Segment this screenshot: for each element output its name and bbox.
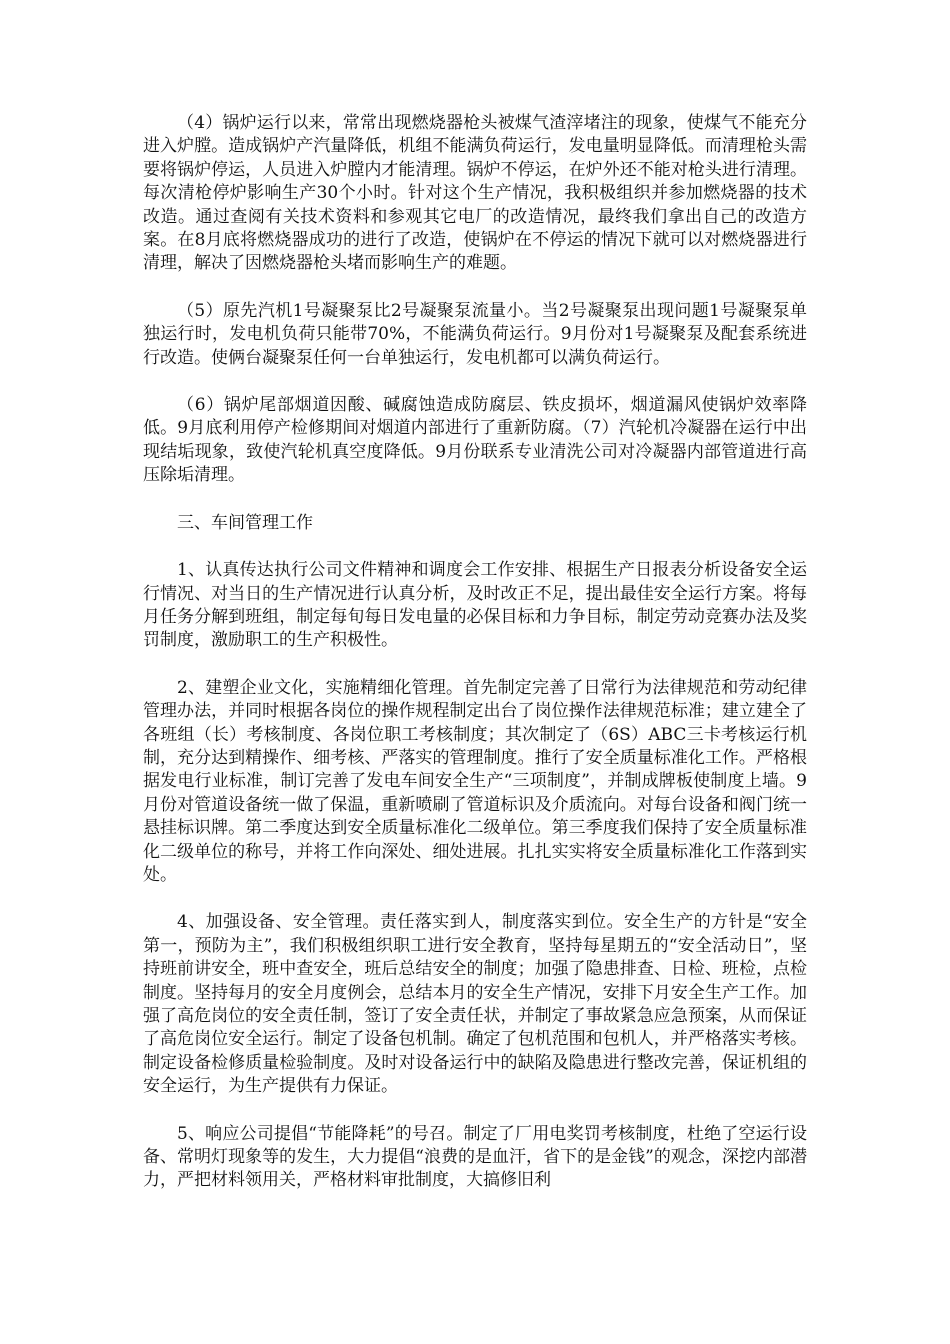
- paragraph-item-5: 5、响应公司提倡“节能降耗”的号召。制定了厂用电奖罚考核制度，杜绝了空运行设备、常明灯现象等的发生，大力提倡“浪费的是血汗，省下的是金钱”的观念，深挖内部潜力，严把材料领用关，严格材料审批制度，大搞修旧利: [143, 1123, 807, 1191]
- paragraph-flue-condenser: （6）锅炉尾部烟道因酸、碱腐蚀造成防腐层、铁皮损坏，烟道漏风使锅炉效率降低。9月底利用停产检修期间对烟道内部进行了重新防腐。（7）汽轮机冷凝器在运行中出现结垢现象，致使汽轮机真空度降低。9月份联系专业清洗公司对冷凝器内部管道进行高压除垢清理。: [143, 395, 807, 486]
- paragraph-item-1: 1、认真传达执行公司文件精神和调度会工作安排、根据生产日报表分析设备安全运行情况、对当日的生产情况进行认真分析，及时改正不足，提出最佳安全运行方案。将每月任务分解到班组，制定每旬每日发电量的必保目标和力争目标，制定劳动竞赛办法及奖罚制度，激励职工的生产积极性。: [143, 560, 807, 651]
- paragraph-boiler-burner: （4）锅炉运行以来，常常出现燃烧器枪头被煤气渣滓堵注的现象，使煤气不能充分进入炉膛。造成锅炉产汽量降低，机组不能满负荷运行，发电量明显降低。而清理枪头需要将锅炉停运，人员进入炉膛内才能清理。锅炉不停运，在炉外还不能对枪头进行清理。每次清枪停炉影响生产30个小时。针对这个生产情况，我积极组织并参加燃烧器的技术改造。通过查阅有关技术资料和参观其它电厂的改造情况，最终我们拿出自己的改造方案。在8月底将燃烧器成功的进行了改造，使锅炉在不停运的情况下就可以对燃烧器进行清理，解决了因燃烧器枪头堵而影响生产的难题。: [143, 113, 807, 274]
- section-heading-workshop-management: 三、车间管理工作: [177, 512, 313, 533]
- paragraph-condensate-pump: （5）原先汽机1号凝聚泵比2号凝聚泵流量小。当2号凝聚泵出现问题1号凝聚泵单独运行时，发电机负荷只能带70%，不能满负荷运行。9月份对1号凝聚泵及配套系统进行改造。使俩台凝聚泵任何一台单独运行，发电机都可以满负荷运行。: [143, 300, 807, 368]
- paragraph-item-2: 2、建塑企业文化，实施精细化管理。首先制定完善了日常行为法律规范和劳动纪律管理办法，并同时根据各岗位的操作规程制定出台了岗位操作法律规范标准；建立建全了各班组（长）考核制度、各岗位职工考核制度；其次制定了（6S）ABC三卡考核运行机制，充分达到精操作、细考核、严落实的管理制度。推行了安全质量标准化工作。严格根据发电行业标准，制订完善了发电车间安全生产“三项制度”，并制成牌板使制度上墙。9月份对管道设备统一做了保温，重新喷刷了管道标识及介质流向。对每台设备和阀门统一悬挂标识牌。第二季度达到安全质量标准化二级单位。第三季度我们保持了安全质量标准化二级单位的称号，并将工作向深处、细处进展。扎扎实实将安全质量标准化工作落到实处。: [143, 677, 807, 885]
- document-page: [143, 112, 807, 1217]
- paragraph-item-4: 4、加强设备、安全管理。责任落实到人，制度落实到位。安全生产的方针是“安全第一，预防为主”，我们积极组织职工进行安全教育，坚持每星期五的“安全活动日”，坚持班前讲安全，班中查安全，班后总结安全的制度；加强了隐患排查、日检、班检，点检制度。坚持每月的安全月度例会，总结本月的安全生产情况，安排下月安全生产工作。加强了高危岗位的安全责任制，签订了安全责任状，并制定了事故紧急应急预案，从而保证了高危岗位安全运行。制定了设备包机制。确定了包机范围和包机人，并严格落实考核。制定设备检修质量检验制度。及时对设备运行中的缺陷及隐患进行整改完善，保证机组的安全运行，为生产提供有力保证。: [143, 912, 807, 1097]
